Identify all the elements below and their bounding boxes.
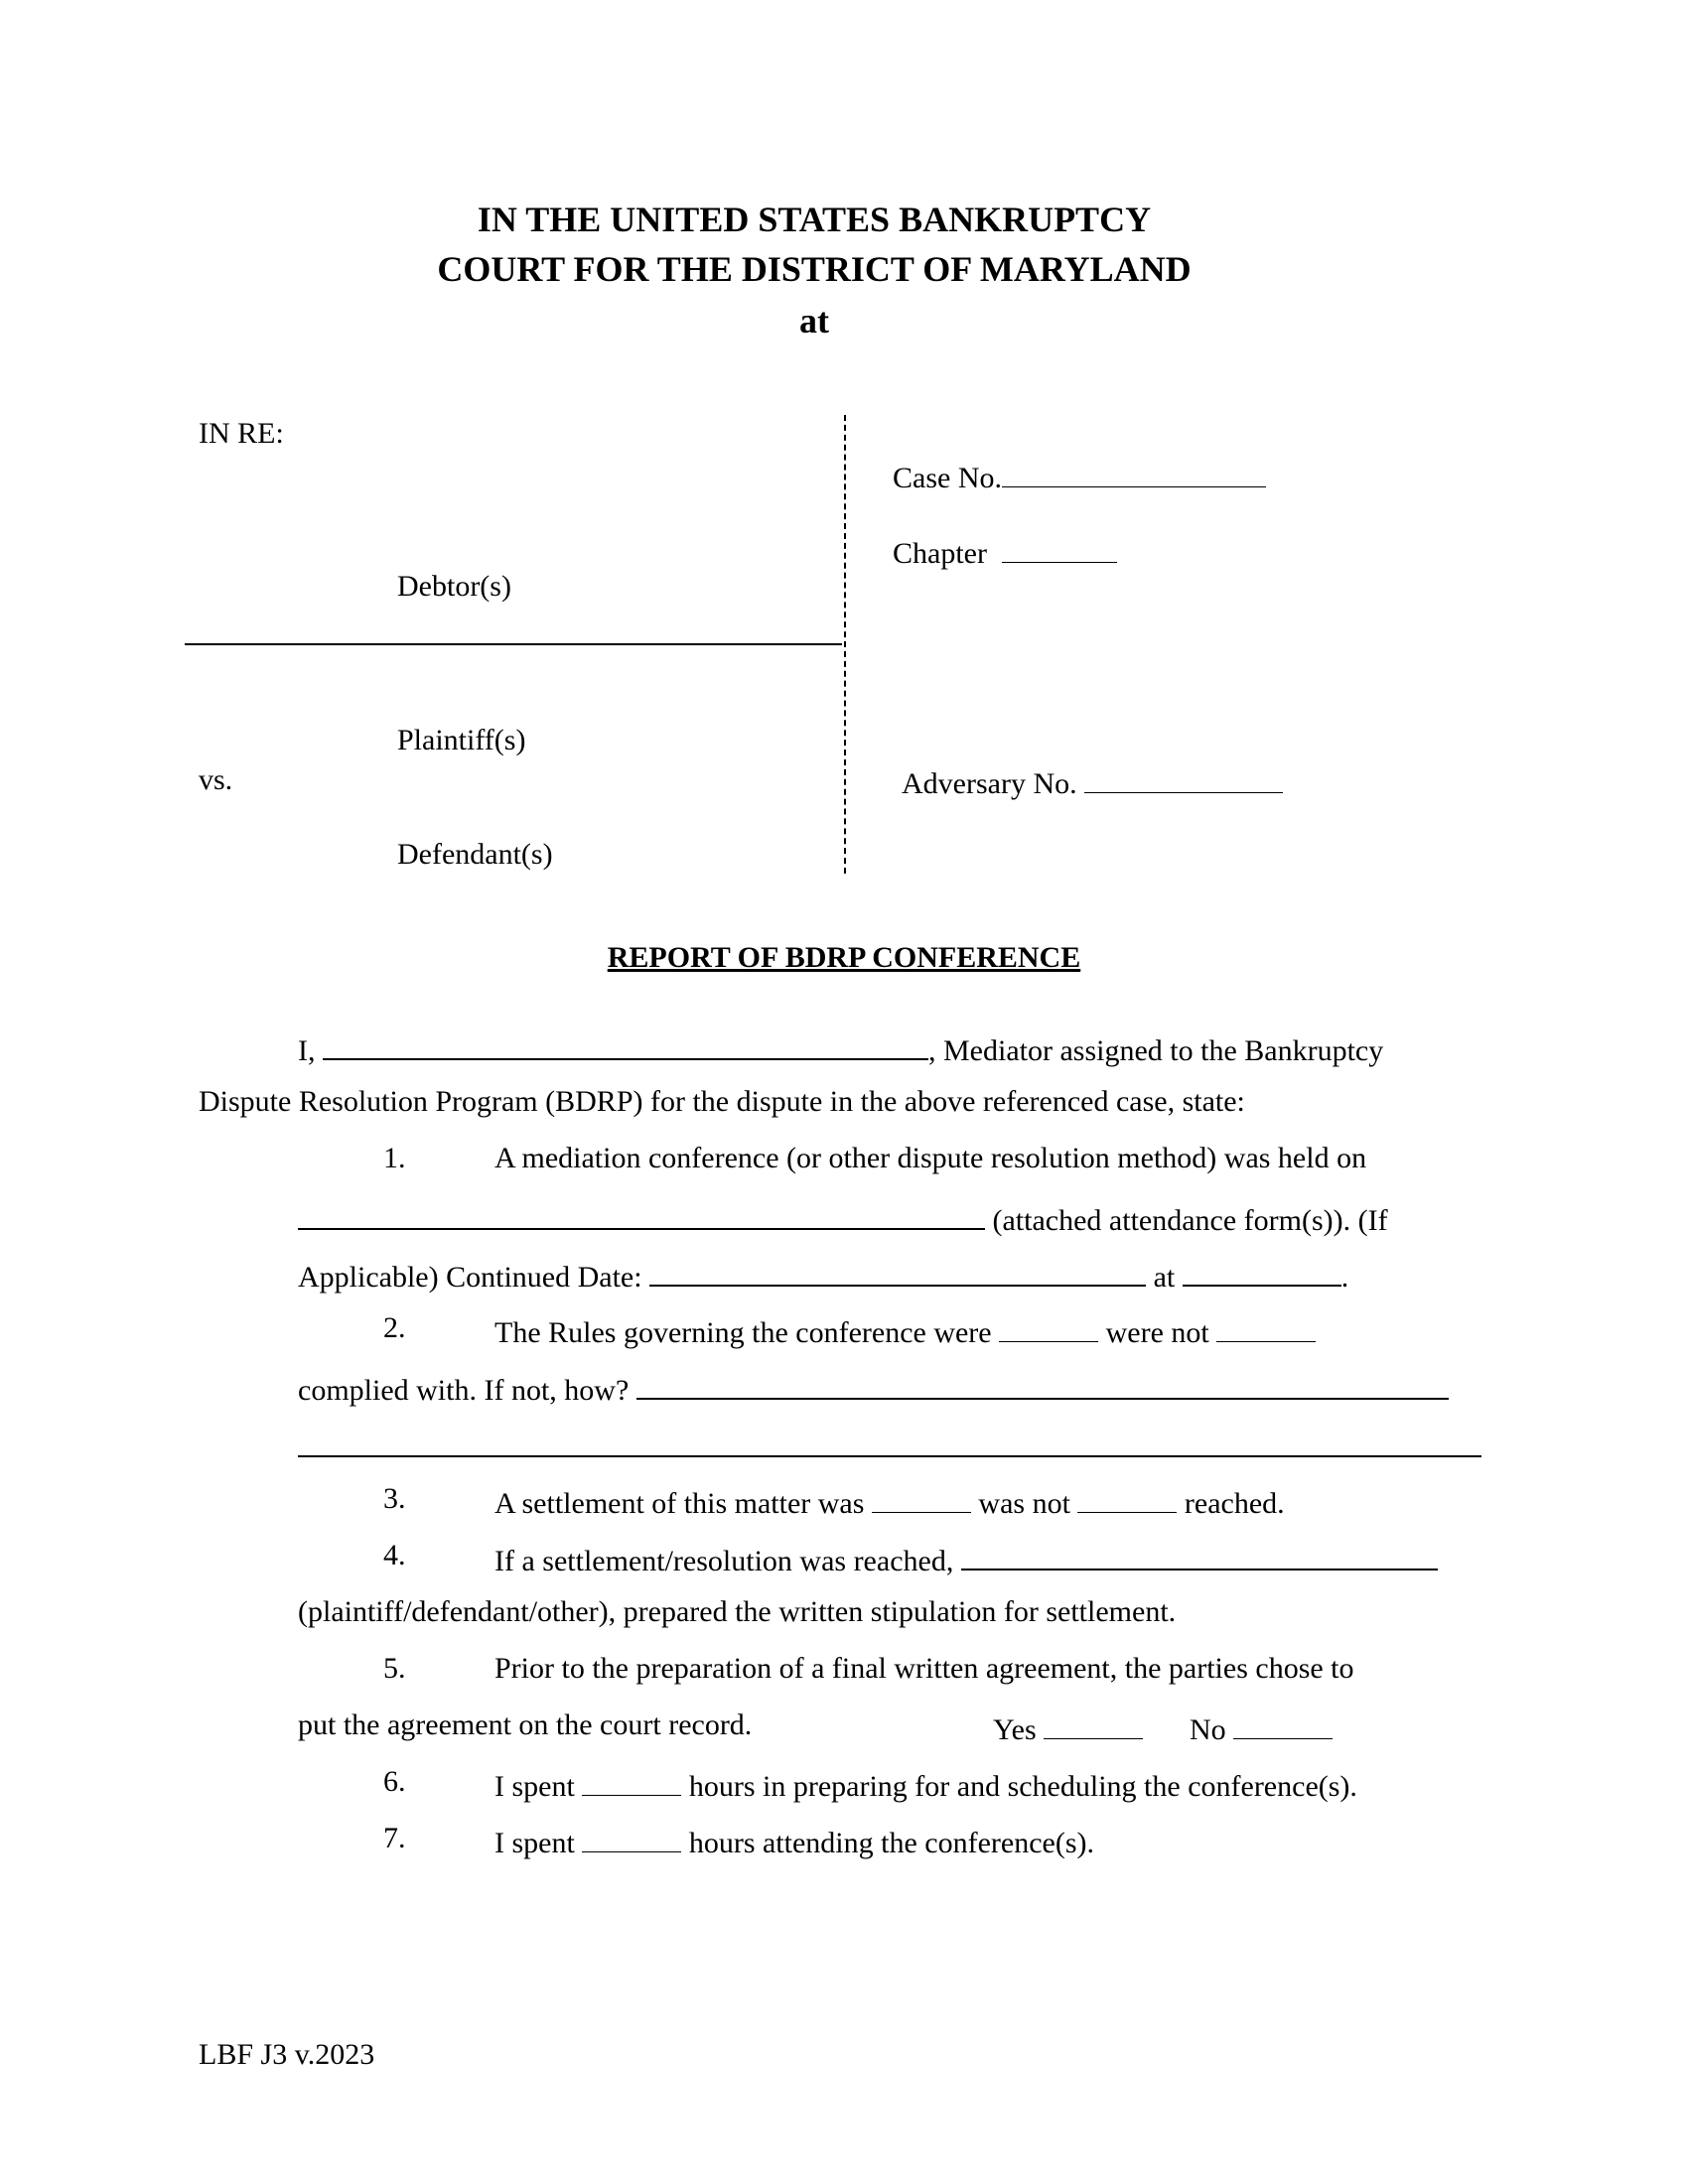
caption-divider-horizontal [185, 643, 842, 645]
item-1-number: 1. [383, 1142, 406, 1174]
report-heading: REPORT OF BDRP CONFERENCE [607, 941, 1081, 974]
court-record-yes-field[interactable] [1044, 1708, 1143, 1739]
stipulation-preparer-field[interactable] [961, 1539, 1438, 1570]
item-1-line-2 [298, 1198, 1388, 1238]
period: . [1340, 1261, 1349, 1294]
caption-divider-vertical [844, 415, 846, 874]
adversary-number-field[interactable] [1084, 762, 1283, 793]
i-spent-text: I spent [494, 1827, 575, 1859]
noncompliance-explanation-line-2[interactable] [298, 1455, 1481, 1457]
attendance-hours-text: hours attending the conference(s). [688, 1827, 1094, 1859]
in-re-label: IN RE: [199, 417, 284, 450]
item-6-line [494, 1765, 1357, 1804]
adversary-number-label: Adversary No. [902, 767, 1077, 800]
item-3-number: 3. [383, 1482, 406, 1515]
item-7-number: 7. [383, 1822, 406, 1854]
item-2-line-2 [298, 1368, 1449, 1408]
vs-label: vs. [199, 763, 233, 796]
defendant-label: Defendant(s) [397, 838, 553, 871]
item-5-line-1: Prior to the preparation of a final written agreement, the parties chose to [494, 1652, 1354, 1685]
noncompliance-explanation-field[interactable] [636, 1368, 1449, 1400]
chapter-label: Chapter [893, 537, 987, 570]
i-spent-text: I spent [494, 1770, 575, 1803]
debtor-label: Debtor(s) [397, 570, 511, 603]
was-not-text: was not [978, 1487, 1070, 1520]
chapter-field[interactable] [1002, 532, 1117, 563]
preparation-hours-field[interactable] [582, 1765, 681, 1796]
settlement-text: A settlement of this matter was [494, 1487, 865, 1520]
preparation-hours-text: hours in preparing for and scheduling the conference(s). [688, 1770, 1357, 1803]
item-2-number: 2. [383, 1311, 406, 1344]
intro-line-2: Dispute Resolution Program (BDRP) for the dispute in the above referenced case, state: [199, 1085, 1245, 1118]
item-4-number: 4. [383, 1539, 406, 1571]
mediator-name-field[interactable] [323, 1028, 928, 1060]
chapter-row [893, 532, 1117, 571]
court-title-line-2: COURT FOR THE DISTRICT OF MARYLAND [437, 249, 1192, 289]
complied-how-text: complied with. If not, how? [298, 1374, 630, 1407]
item-4-line-2: (plaintiff/defendant/other), prepared the written stipulation for settlement. [298, 1595, 1177, 1628]
item-1-line-1: A mediation conference (or other dispute resolution method) was held on [494, 1142, 1367, 1174]
case-number-field[interactable] [1002, 457, 1266, 487]
item-7-line [494, 1822, 1094, 1860]
continued-time-field[interactable] [1183, 1255, 1341, 1287]
item-3-line [494, 1482, 1285, 1521]
court-title-line-3: at [799, 301, 829, 341]
court-record-no-field[interactable] [1233, 1708, 1333, 1739]
court-record-yes-row [993, 1708, 1143, 1747]
reached-text: reached. [1184, 1487, 1285, 1520]
item-6-number: 6. [383, 1765, 406, 1798]
attendance-hours-field[interactable] [582, 1822, 681, 1852]
continued-at-label: at [1153, 1261, 1176, 1294]
item-5-line-2: put the agreement on the court record. [298, 1708, 753, 1741]
settlement-not-reached-field[interactable] [1077, 1482, 1177, 1513]
form-identifier: LBF J3 v.2023 [199, 2038, 375, 2071]
intro-rest: , Mediator assigned to the Bankruptcy [928, 1034, 1384, 1067]
case-number-label: Case No. [893, 462, 1002, 494]
item-4-line-1 [494, 1539, 1438, 1578]
continued-date-label: Applicable) Continued Date: [298, 1261, 642, 1294]
item-1-line-2-text: (attached attendance form(s)). (If [992, 1204, 1388, 1237]
intro-i: I, [298, 1034, 316, 1067]
item-2-line-1 [494, 1311, 1316, 1350]
rules-text: The Rules governing the conference were [494, 1316, 992, 1349]
rules-complied-field[interactable] [999, 1311, 1098, 1342]
rules-not-complied-field[interactable] [1216, 1311, 1316, 1342]
court-record-no-row [1190, 1708, 1333, 1747]
no-label: No [1190, 1713, 1226, 1746]
item-1-line-3 [298, 1255, 1348, 1295]
court-title-line-1: IN THE UNITED STATES BANKRUPTCY [477, 200, 1152, 239]
intro-line-1 [298, 1028, 1383, 1068]
were-not-text: were not [1105, 1316, 1209, 1349]
conference-date-field[interactable] [298, 1198, 985, 1230]
item-5-number: 5. [383, 1652, 406, 1685]
settlement-reached-field[interactable] [872, 1482, 971, 1513]
case-number-row [893, 457, 1266, 495]
continued-date-field[interactable] [649, 1255, 1146, 1287]
plaintiff-label: Plaintiff(s) [397, 724, 526, 756]
adversary-number-row [902, 762, 1283, 801]
yes-label: Yes [993, 1713, 1037, 1746]
settlement-reached-text: If a settlement/resolution was reached, [494, 1545, 954, 1577]
